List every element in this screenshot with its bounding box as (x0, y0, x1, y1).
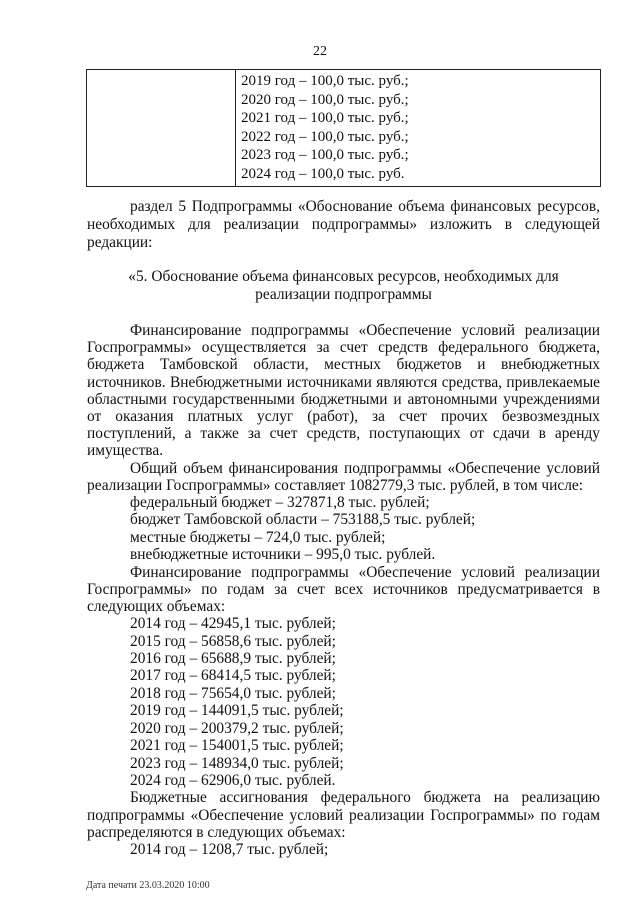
year-item: 2019 год – 144091,5 тыс. рублей; (130, 702, 344, 720)
document-body (87, 322, 600, 858)
table-empty-cell (87, 70, 236, 187)
year-item: 2015 год – 56858,6 тыс. рублей; (130, 632, 336, 650)
page-number: 22 (313, 44, 327, 59)
table-line: 2023 год – 100,0 тыс. руб.; (241, 147, 409, 164)
funding-source-item: бюджет Тамбовской области – 753188,5 тыс. рублей; (130, 511, 476, 529)
table-line: 2021 год – 100,0 тыс. руб.; (241, 110, 409, 127)
year-item: 2020 год – 200379,2 тыс. рублей; (130, 719, 344, 737)
table-line: 2024 год – 100,0 тыс. руб. (241, 165, 405, 182)
table-line: 2020 год – 100,0 тыс. руб.; (241, 91, 409, 108)
section-heading (87, 268, 600, 304)
funding-table (86, 69, 601, 187)
federal-budget-paragraph: Бюджетные ассигнования федерального бюджета на реализацию подпрограммы «Обеспечение условий реализации Госпрограммы» по годам распределяются в следующих объемах: (87, 789, 600, 841)
year-item: 2024 год – 62906,0 тыс. рублей. (130, 771, 336, 789)
financing-paragraph: Финансирование подпрограммы «Обеспечение условий реализации Госпрограммы» осуществляется за счет средств федерального бюджета, бюджета Тамбовской области, местных бюджетов и внебюджетных источников. Внебюджетными источниками являются средства, привлекаемые областными государственными бюджетными и автономными учреждениями от оказания платных услуг (работ), за счет прочих безвозмездных поступлений, а также за счет средств, поступающих от сдачи в аренду имущества. (87, 322, 600, 460)
funding-source-item: внебюджетные источники – 995,0 тыс. рублей. (130, 546, 436, 564)
table-line: 2022 год – 100,0 тыс. руб.; (241, 128, 409, 145)
intro-paragraph: раздел 5 Подпрограммы «Обоснование объема финансовых ресурсов, необходимых для реализации подпрограммы» изложить в следующей редакции: (87, 198, 600, 251)
year-item: 2018 год – 75654,0 тыс. рублей; (130, 684, 336, 702)
year-item: 2021 год – 154001,5 тыс. рублей; (130, 737, 344, 755)
print-date-footer: Дата печати 23.03.2020 10:00 (86, 880, 210, 891)
year-item: 2023 год – 148934,0 тыс. рублей; (130, 754, 344, 772)
total-volume-paragraph: Общий объем финансирования подпрограммы «Обеспечение условий реализации Госпрограммы» составляет 1082779,3 тыс. рублей, в том числе: (87, 459, 600, 494)
year-item: 2014 год – 42945,1 тыс. рублей; (130, 615, 336, 633)
yearly-financing-paragraph: Финансирование подпрограммы «Обеспечение условий реализации Госпрограммы» по годам за счет всех источников предусматривается в следующих объемах: (87, 563, 600, 616)
year-item: 2016 год – 65688,9 тыс. рублей; (130, 650, 336, 668)
table-line: 2019 год – 100,0 тыс. руб.; (241, 73, 409, 89)
section-heading-line: «5. Обоснование объема финансовых ресурсов, необходимых для (128, 268, 559, 285)
funding-source-item: местные бюджеты – 724,0 тыс. рублей; (130, 528, 386, 546)
year-item: 2017 год – 68414,5 тыс. рублей; (130, 667, 336, 685)
section-heading-line: реализации подпрограммы (255, 286, 432, 303)
funding-source-item: федеральный бюджет – 327871,8 тыс. рублей; (130, 494, 430, 512)
table-values-cell (236, 70, 601, 187)
year-item: 2014 год – 1208,7 тыс. рублей; (130, 840, 329, 858)
